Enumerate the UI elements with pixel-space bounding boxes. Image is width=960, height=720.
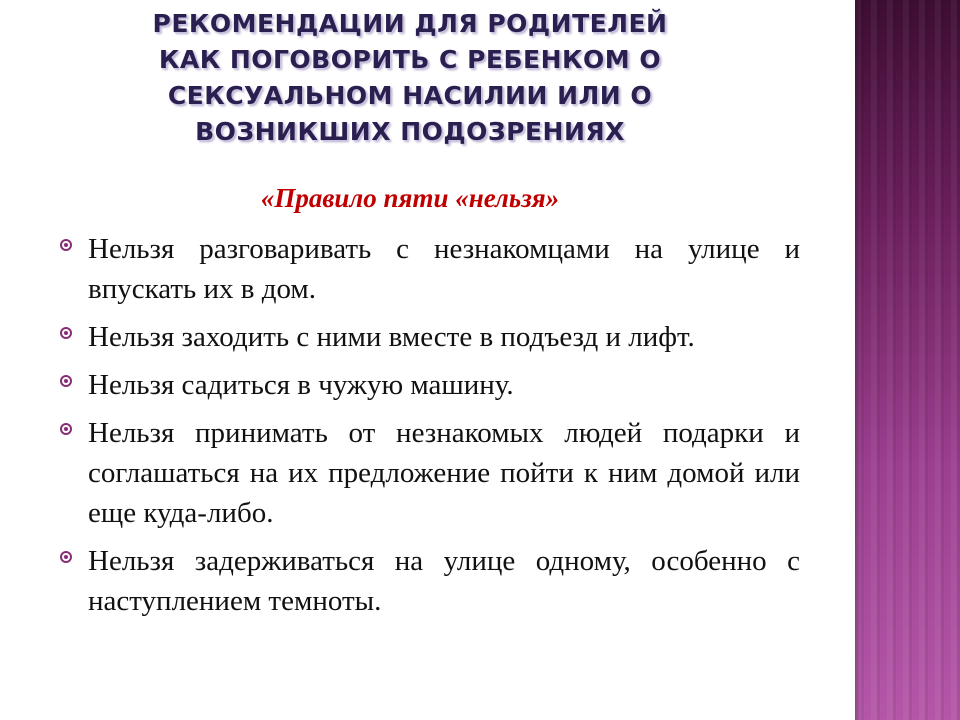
list-item-text: Нельзя разговаривать с незнакомцами на улице и впускать их в дом. (88, 233, 800, 305)
bullet-icon (60, 551, 72, 563)
list-item (58, 317, 800, 357)
bullet-icon (60, 239, 72, 251)
list-item (58, 365, 800, 405)
list-item-text: Нельзя садиться в чужую машину. (88, 369, 514, 401)
bullet-icon (60, 375, 72, 387)
rules-list (58, 229, 800, 629)
list-item-text: Нельзя заходить с ними вместе в подъезд и лифт. (88, 321, 695, 353)
bullet-icon (60, 327, 72, 339)
title-line: РЕКОМЕНДАЦИИ ДЛЯ РОДИТЕЛЕЙ (152, 9, 668, 38)
list-item (58, 229, 800, 309)
list-item-text: Нельзя принимать от незнакомых людей подарки и соглашаться на их предложение пойти к ним домой или еще куда-либо. (88, 417, 800, 529)
list-item (58, 413, 800, 533)
slide-title (60, 6, 760, 150)
slide-subtitle: «Правило пяти «нельзя» (260, 183, 560, 213)
list-item-text: Нельзя задерживаться на улице одному, особенно с наступлением темноты. (88, 545, 800, 617)
title-line: КАК ПОГОВОРИТЬ С РЕБЕНКОМ О (158, 45, 662, 74)
title-line: ВОЗНИКШИХ ПОДОЗРЕНИЯХ (195, 117, 625, 146)
list-item (58, 541, 800, 621)
bullet-icon (60, 423, 72, 435)
title-line: СЕКСУАЛЬНОМ НАСИЛИИ ИЛИ О (167, 81, 653, 110)
decorative-side-band (855, 0, 960, 720)
